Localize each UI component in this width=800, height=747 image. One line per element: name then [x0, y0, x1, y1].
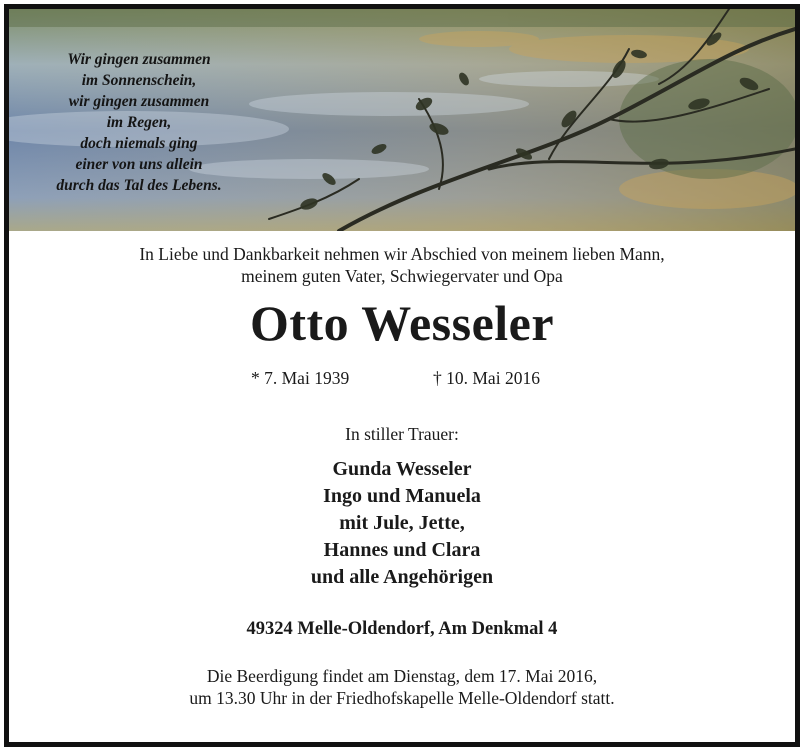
intro-line: In Liebe und Dankbarkeit nehmen wir Abschied von meinem lieben Mann, [139, 244, 665, 264]
funeral-line: Die Beerdigung findet am Dienstag, dem 17. Mai 2016, [206, 666, 598, 686]
mourner-line: mit Jule, Jette, [339, 512, 465, 534]
mourning-label: In stiller Trauer: [345, 424, 459, 444]
poem-line: einer von uns allein [75, 156, 203, 173]
funeral-info [9, 665, 795, 709]
mourner-line: Ingo und Manuela [323, 485, 481, 507]
death-date: † 10. Mai 2016 [433, 368, 540, 388]
obituary-notice [4, 4, 800, 747]
poem-line: wir gingen zusammen [68, 93, 210, 110]
poem-line: doch niemals ging [80, 135, 198, 152]
lake-banner-image [9, 9, 795, 231]
mourner-line: Gunda Wesseler [332, 458, 472, 480]
poem-line: Wir gingen zusammen [67, 51, 211, 68]
poem-line: im Sonnenschein, [81, 72, 197, 89]
family-address: 49324 Melle-Oldendorf, Am Denkmal 4 [246, 619, 558, 639]
mourners-list [9, 456, 795, 591]
poem-line: im Regen, [106, 114, 172, 131]
poem [29, 49, 249, 196]
mourner-line: und alle Angehörigen [310, 566, 494, 588]
birth-date: * 7. Mai 1939 [251, 368, 350, 388]
deceased-name: Otto Wesseler [249, 295, 555, 351]
mourner-line: Hannes und Clara [323, 539, 481, 561]
intro-line: meinem guten Vater, Schwiegervater und Opa [241, 266, 563, 286]
farewell-intro [9, 243, 795, 287]
poem-line: durch das Tal des Lebens. [56, 177, 222, 194]
funeral-line: um 13.30 Uhr in der Friedhofskapelle Melle-Oldendorf statt. [189, 688, 615, 708]
